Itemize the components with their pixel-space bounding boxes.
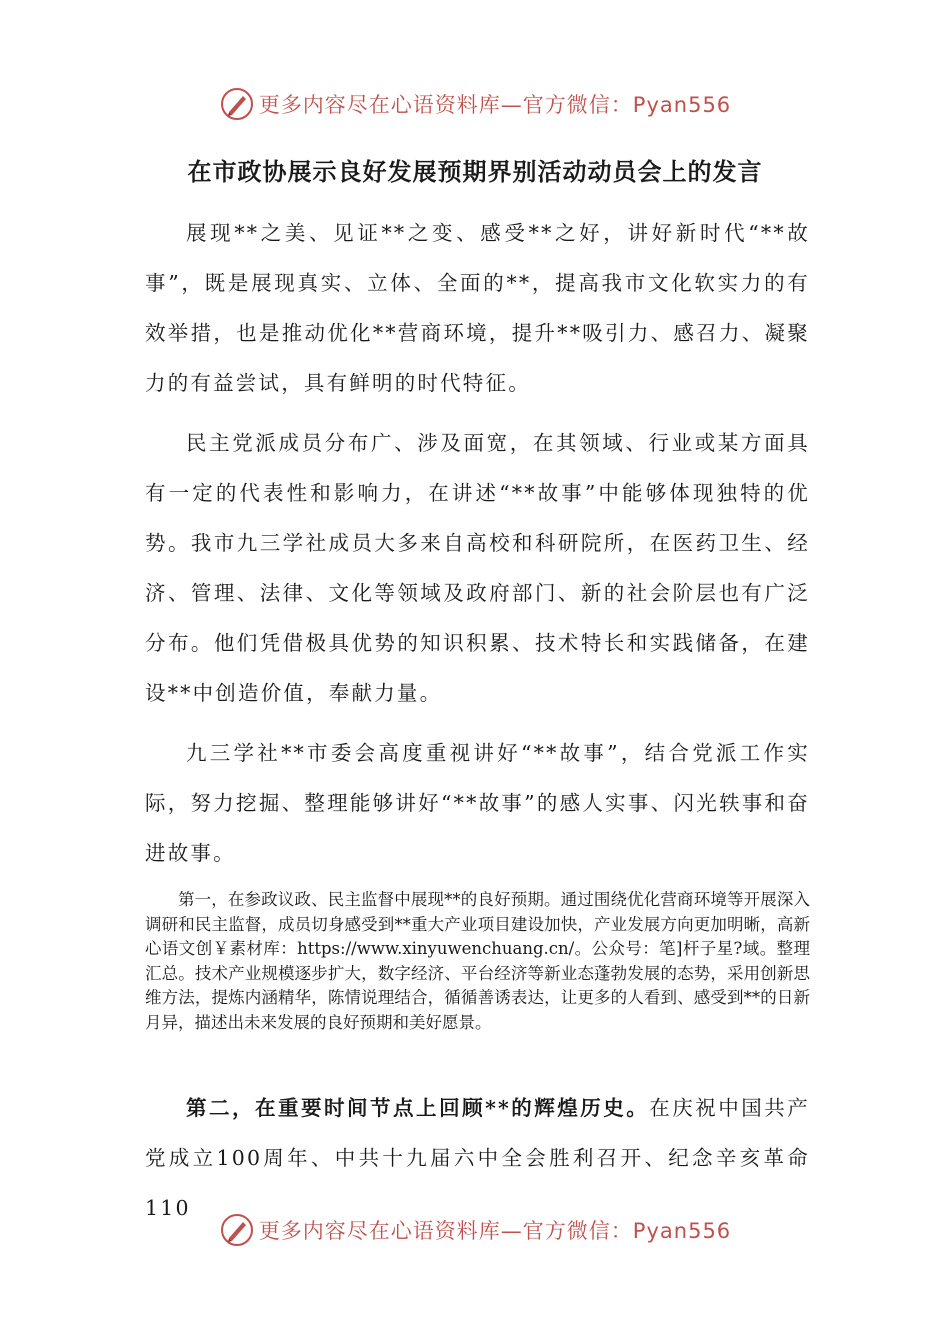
watermark-footer (0, 1210, 950, 1250)
paragraph-5-lead: 第二，在重要时间节点上回顾**的辉煌历史。 (186, 1096, 650, 1120)
paragraph-2: 民主党派成员分布广、涉及面宽，在其领域、行业或某方面具有一定的代表性和影响力，在讲述“**故事”中能够体现独特的优势。我市九三学社成员大多来自高校和科研院所，在医药卫生、经济、管理、法律、文化等领域及政府部门、新的社会阶层也有广泛分布。他们凭借极具优势的知识积累、技术特长和实践储备，在建设**中创造价值，奉献力量。 (145, 431, 810, 705)
watermark-text: 更多内容尽在心语资料库—官方微信：Pyan556 (258, 1219, 732, 1243)
pen-logo-icon (219, 1212, 255, 1248)
paragraph-1: 展现**之美、见证**之变、感受**之好，讲好新时代“**故事”，既是展现真实、立体、全面的**，提高我市文化软实力的有效举措，也是推动优化**营商环境，提升**吸引力、感召力、凝聚力的有益尝试，具有鲜明的时代特征。 (145, 221, 810, 395)
paragraph-5-rest: 在庆祝中国共产党成立100周年、中共十九届六中全会胜利召开、纪念辛亥革命110 (145, 1096, 811, 1220)
paragraph-3: 九三学社**市委会高度重视讲好“**故事”，结合党派工作实际，努力挖掘、整理能够讲好“**故事”的感人实事、闪光轶事和奋进故事。 (145, 741, 810, 865)
watermark-text: 更多内容尽在心语资料库—官方微信：Pyan556 (258, 93, 732, 117)
document-title: 在市政协展示良好发展预期界别活动动员会上的发言 (187, 157, 763, 186)
pen-logo-icon (219, 86, 255, 122)
paragraph-4-small: 第一，在参政议政、民主监督中展现**的良好预期。通过围绕优化营商环境等开展深入调研和民主监督，成员切身感受到**重大产业项目建设加快，产业发展方向更加明晰，高新心语文创￥素材库：https://www.xinyuwenchuang.cn/。公众号：笔]杆子星?域。整理汇总。技术产业规模逐步扩大，数字经济、平台经济等新业态蓬勃发展的态势，采用创新思维方法，提炼内涵精华，陈情说理结合，循循善诱表达，让更多的人看到、感受到**的日新月异，描述出未来发展的良好预期和美好愿景。 (145, 890, 810, 1032)
watermark-header (0, 84, 950, 124)
